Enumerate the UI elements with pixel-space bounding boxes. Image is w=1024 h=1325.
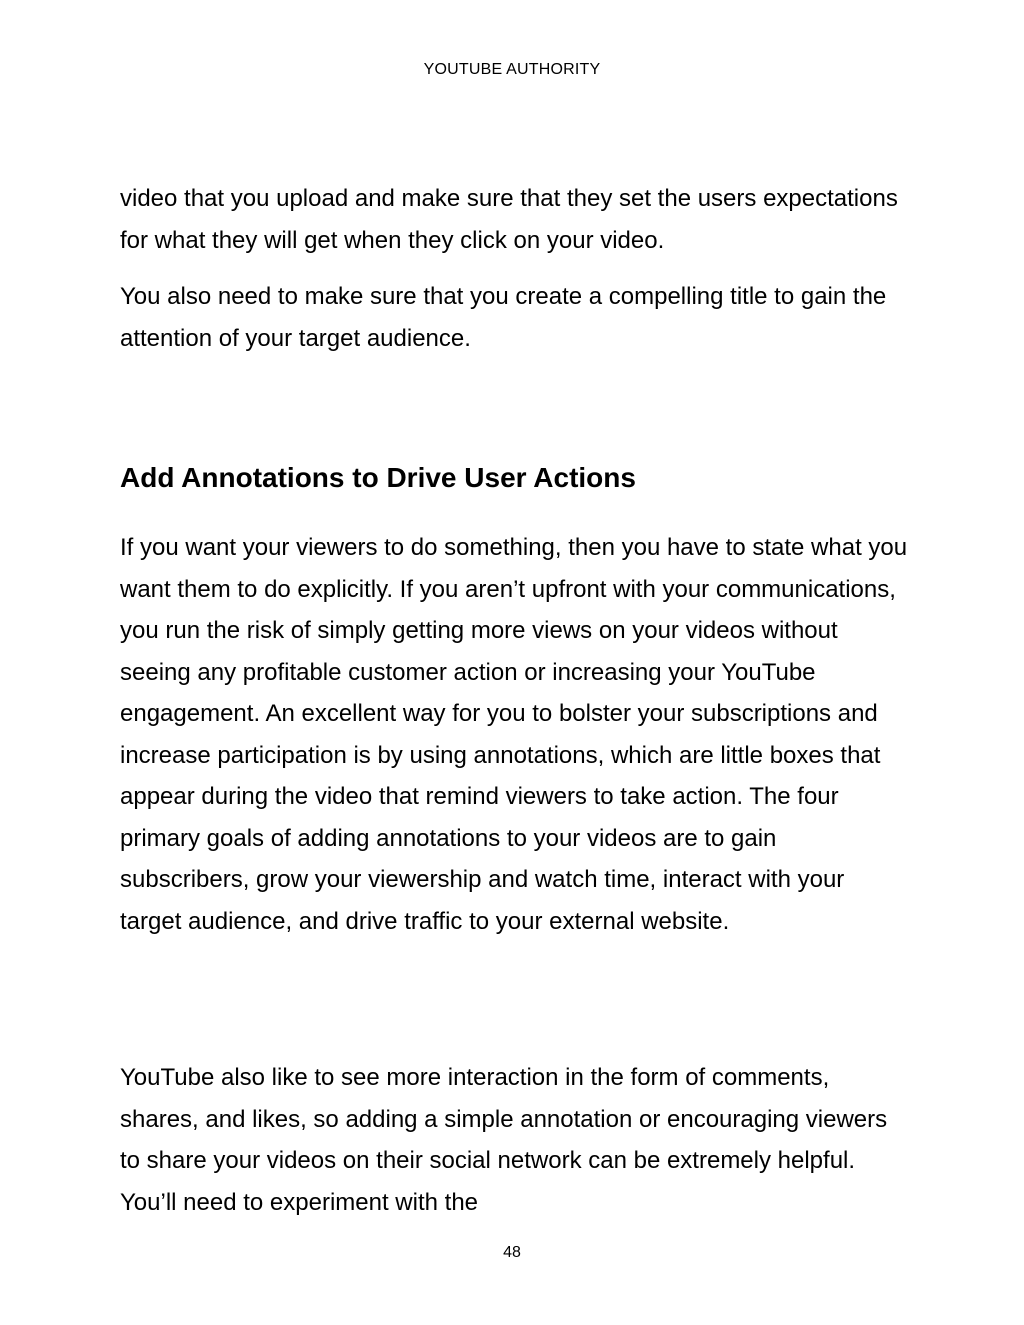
running-header: YOUTUBE AUTHORITY [423,61,601,78]
body-paragraph: You also need to make sure that you create a compelling title to gain the attention of your target audience. [120,283,887,352]
body-paragraph: If you want your viewers to do something, then you have to state what you want them to do explicitly. If you aren’t upfront with your communications, you run the risk of simply getting more views on your videos without seeing any profitable customer action or increasing your YouTube engagement. An excellent way for you to bolster your subscriptions and increase participation is by using annotations, which are little boxes that appear during the video that remind viewers to take action. The four primary goals of adding annotations to your videos are to gain subscribers, grow your viewership and watch time, interact with your target audience, and drive traffic to your external website. [120,534,908,935]
intro-text [120,178,910,359]
section-heading: Add Annotations to Drive User Actions [120,462,636,493]
page-number: 48 [503,1244,521,1261]
body-paragraph: video that you upload and make sure that they set the users expectations for what they will get when they click on your video. [120,185,898,254]
body-paragraph: YouTube also like to see more interaction in the form of comments, shares, and likes, so adding a simple annotation or encouraging viewers to share your videos on their social network can be extremely helpful. You’ll need to experiment with the [120,1064,888,1216]
